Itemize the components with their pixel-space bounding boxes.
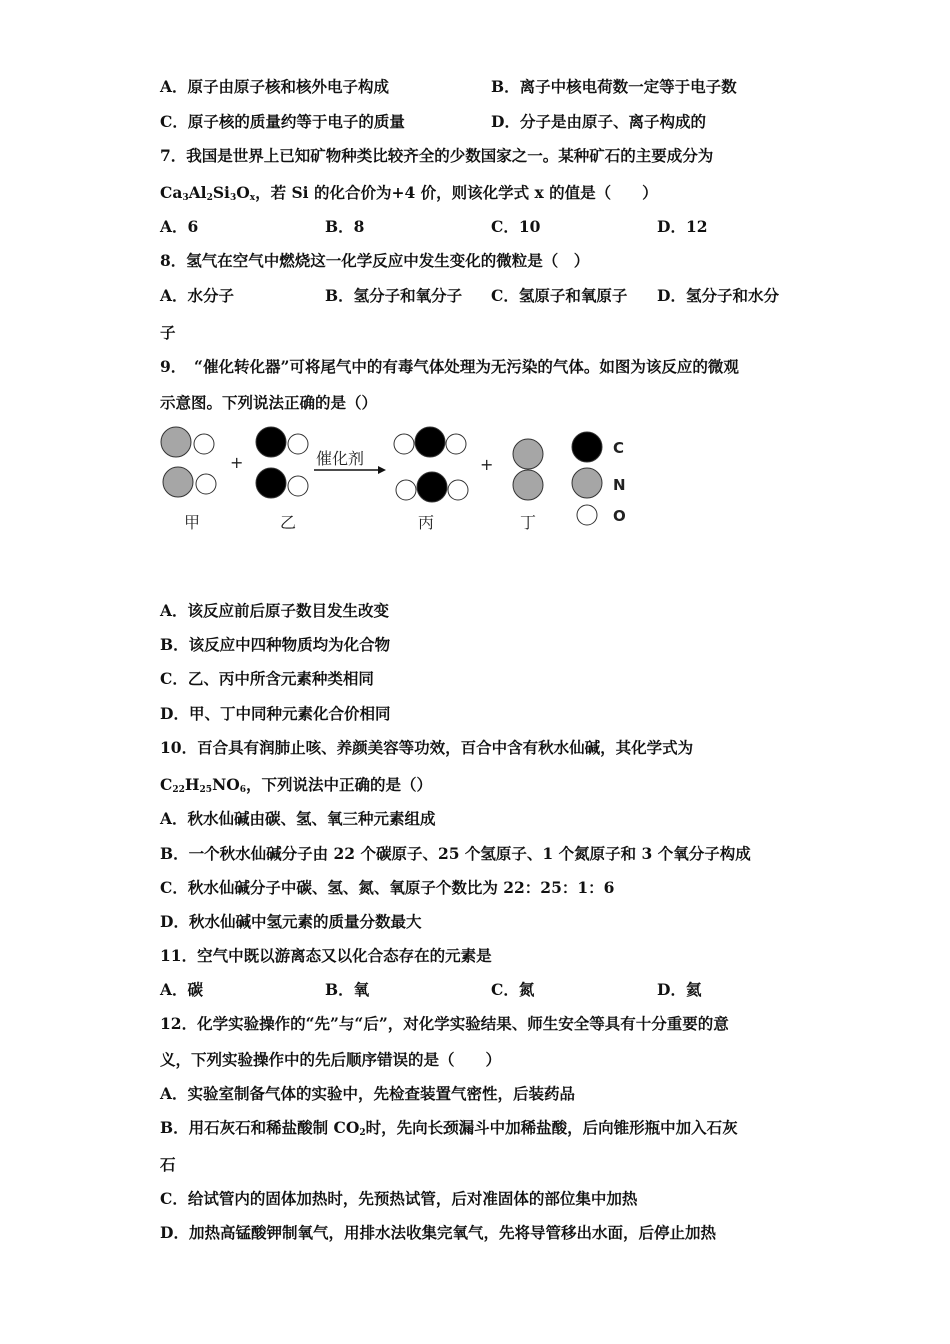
q7-option-a: A．6 [160,217,199,236]
q8-option-c: C．氢原子和氧原子 [491,286,628,305]
q7-stem-line1: 7．我国是世界上已知矿物种类比较齐全的少数国家之一。某种矿石的主要成分为 [160,146,714,165]
q10-option-a: A．秋水仙碱由碳、氢、氧三种元素组成 [160,809,436,828]
label-jia: 甲 [184,513,201,532]
molecule-jia-1 [161,427,214,457]
q10-option-b: B．一个秋水仙碱分子由 22 个碳原子、25 个氢原子、1 个氮原子和 3 个氧分子构成 [160,844,751,863]
catalyst-label: 催化剂 [316,449,365,468]
molecule-yi-1 [256,427,308,457]
legend-oxygen-atom [577,505,597,525]
q6-option-c: C．原子核的质量约等于电子的质量 [160,112,405,131]
q12-option-a: A．实验室制备气体的实验中，先检查装置气密性，后装药品 [160,1084,576,1103]
q12-option-b: B．用石灰石和稀盐酸制 $CO_2$时，先向长颈漏斗中加稀盐酸，后向锥形瓶中加入石灰 [160,1118,738,1138]
q9-option-b: B．该反应中四种物质均为化合物 [160,635,391,654]
plus-sign-2: + [480,455,494,474]
q11-option-b: B．氧 [325,980,370,999]
reaction-diagram [150,420,650,540]
q10-option-c: C．秋水仙碱分子中碳、氢、氮、氧原子个数比为 22：25：1：6 [160,878,615,897]
label-yi: 乙 [280,513,297,532]
label-ding: 丁 [520,513,537,532]
q8-stem: 8．氢气在空气中燃烧这一化学反应中发生变化的微粒是（ ） [160,251,590,270]
q9-option-a: A．该反应前后原子数目发生改变 [160,601,390,620]
q11-stem: 11．空气中既以游离态又以化合态存在的元素是 [160,946,492,965]
molecule-jia-2 [163,467,216,497]
label-bing: 丙 [418,513,435,532]
q12-option-d: D．加热高锰酸钾制氧气，用排水法收集完氧气，先将导管移出水面，后停止加热 [160,1223,716,1242]
legend-label-o: O [613,507,626,525]
q9-option-c: C．乙、丙中所含元素种类相同 [160,669,374,688]
legend-label-c: C [613,439,625,457]
molecule-bing-1 [394,427,466,457]
arrow-head [378,466,386,474]
q11-option-c: C．氮 [491,980,535,999]
legend-label-n: N [613,476,626,494]
legend-carbon-atom [572,432,602,462]
q10-option-d: D．秋水仙碱中氢元素的质量分数最大 [160,912,422,931]
q8-option-a: A．水分子 [160,286,235,305]
molecule-bing-2 [396,472,468,502]
q7-option-b: B．8 [325,217,365,236]
q10-stem-line2: $C_{22}H_{25}NO_6$，下列说法中正确的是（） [160,775,433,795]
q6-option-a: A．原子由原子核和核外电子构成 [160,77,390,96]
q9-stem-line2: 示意图。下列说法正确的是（） [160,393,378,412]
q11-option-a: A．碳 [160,980,204,999]
q9-stem-line1: 9． “催化转化器”可将尾气中的有毒气体处理为无污染的气体。如图为该反应的微观 [160,357,739,376]
q7-stem-line2: $Ca_3Al_2Si_3O_x$，若 Si 的化合价为+4 价，则该化学式 x 的值是（ ） [160,183,658,203]
q8-option-d-wrap: 子 [160,323,176,342]
q7-option-d: D．12 [657,217,708,236]
legend-nitrogen-atom [572,468,602,498]
molecule-ding [513,439,543,500]
q12-option-b-wrap: 石 [160,1155,176,1174]
q12-option-c: C．给试管内的固体加热时，先预热试管，后对准固体的部位集中加热 [160,1189,638,1208]
plus-sign-1: + [230,453,244,472]
q12-stem-line2: 义，下列实验操作中的先后顺序错误的是（ ） [160,1050,502,1069]
q9-option-d: D．甲、丁中同种元素化合价相同 [160,704,391,723]
q6-option-d: D．分子是由原子、离子构成的 [491,112,706,131]
q8-option-d: D．氢分子和水分 [657,286,779,305]
q8-option-b: B．氢分子和氧分子 [325,286,463,305]
molecule-yi-2 [256,468,308,498]
q7-option-c: C．10 [491,217,541,236]
q10-stem-line1: 10．百合具有润肺止咳、养颜美容等功效，百合中含有秋水仙碱，其化学式为 [160,738,694,757]
q6-option-b: B．离子中核电荷数一定等于电子数 [491,77,737,96]
q11-option-d: D．氦 [657,980,702,999]
q12-stem-line1: 12．化学实验操作的“先”与“后”，对化学实验结果、师生安全等具有十分重要的意 [160,1014,729,1033]
